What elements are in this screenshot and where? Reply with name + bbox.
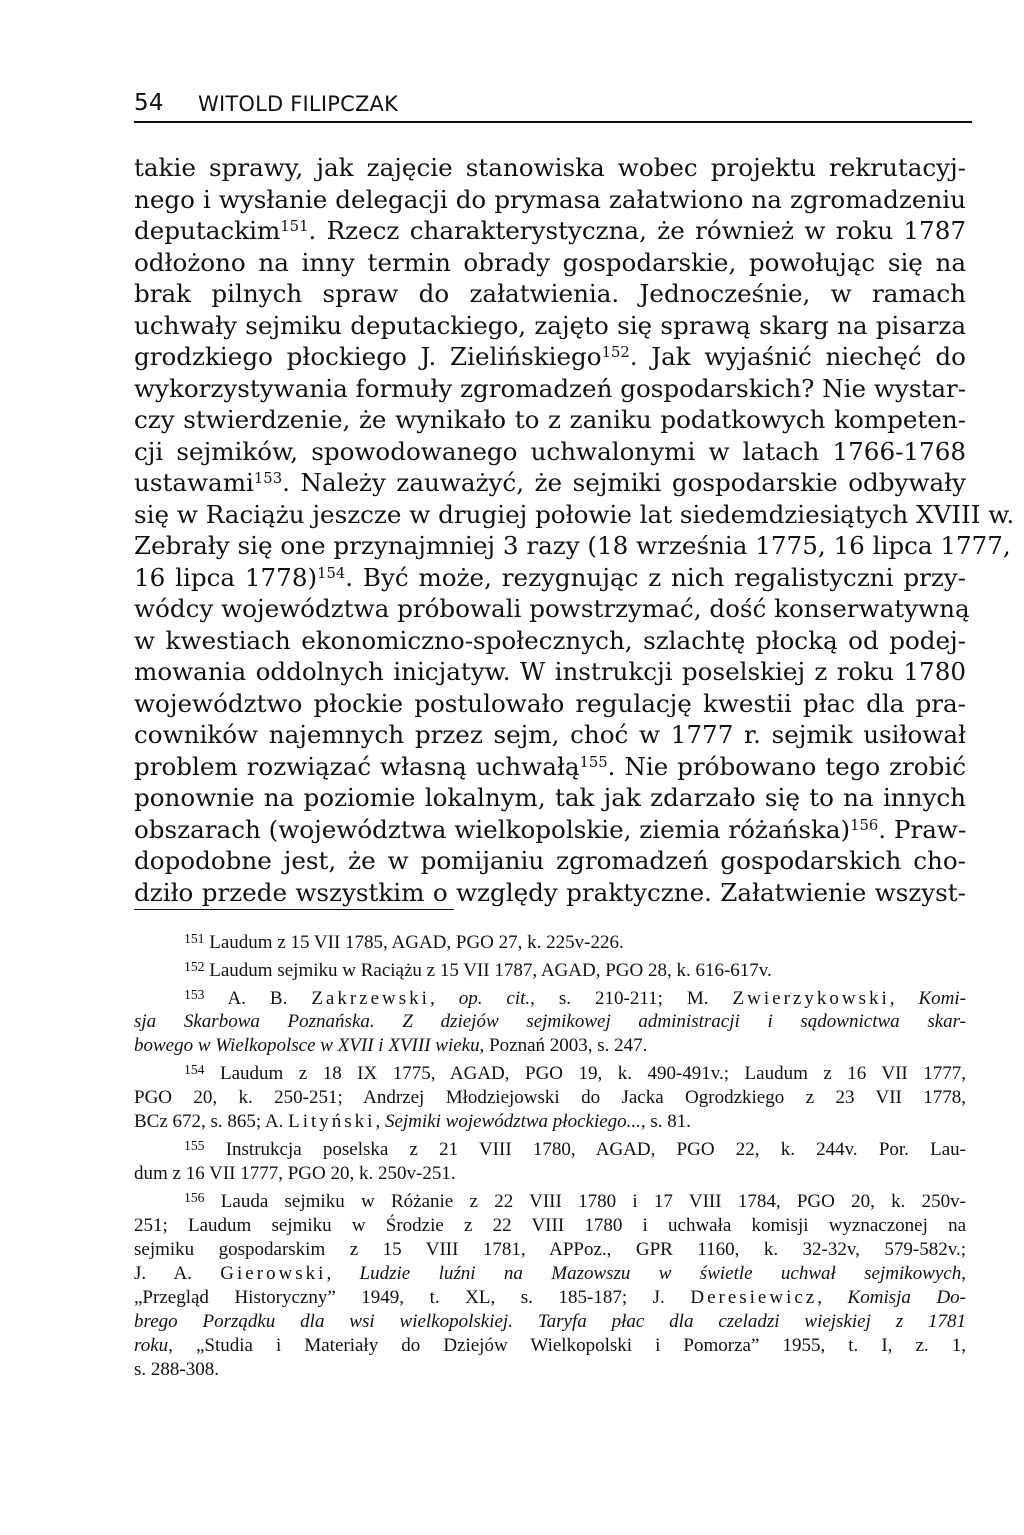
text-line: województwo płockie postulowało regulację kwestii płac dla pra- [134,688,966,718]
text-line: ponownie na poziomie lokalnym, tak jak zdarzało się to na innych [134,783,966,812]
text-line: odłożono na inny termin obrady gospodarskie, powołując się na [134,247,966,277]
footnote-ref-156[interactable]: 156 [850,816,879,834]
text-line: uchwały sejmiku deputackiego, zajęto się sprawą skarg na pisarza [134,310,966,340]
footnote-ref-151[interactable]: 151 [280,217,309,235]
text-line: obszarach (województwa wielkopolskie, ziemia różańska)$^{156}$. Praw- [134,814,967,844]
text-line: wykorzystywania formuły zgromadzeń gospodarskich? Nie wystar- [134,373,967,403]
footnote-ref-154[interactable]: 154 [317,564,346,582]
text-line: dopodobne jest, że w pomijaniu zgromadzeń gospodarskich cho- [134,846,966,875]
text-line: brak pilnych spraw do załatwienia. Jednocześnie, w ramach [134,279,966,308]
text-line: cowników najemnych przez sejm, choć w 1777 r. sejmik usiłował [134,720,966,749]
footnote-155: $^{155}$ Instrukcja poselska z 21 VIII 1780, AGAD, PGO 22, k. 244v. Por. Lau- dum z 16 VII 1777, PGO 20, k. 250v-251. [134,1138,966,1184]
footnote-ref-155[interactable]: 155 [579,753,608,771]
footnotes [134,927,966,1382]
main-text [134,152,1015,908]
text-line: 16 lipca 1778)$^{154}$. Być może, rezygnując z nich regalistyczni przy- [134,562,966,592]
text-line: dziło przede wszystkim o względy praktyczne. Załatwienie wszyst- [134,877,966,907]
footnote-separator [134,909,454,910]
text-line: w kwestiach ekonomiczno-społecznych, szlachtę płocką od podej- [134,625,966,655]
text-line: ustawami$^{153}$. Należy zauważyć, że sejmiki gospodarskie odbywały [134,468,966,497]
footnote-153: $^{153}$ A. B. Zakrzewski, op. cit., s. 210-211; M. Zwierzykowski, Komi- sja Skarbowa Poznańska. Z dziejów sejmikowej administracji i sądownictwa skar- bowego w Wielkopolsce w XVII i XVIII wieku, Poznań 2003, s. 247. [134,986,966,1057]
text-line: problem rozwiązać własną uchwałą$^{155}$. Nie próbowano tego zrobić [134,751,966,781]
footnote-156: $^{156}$ Lauda sejmiku w Różanie z 22 VIII 1780 i 17 VIII 1784, PGO 20, k. 250v- 251; Laudum sejmiku w Środzie z 22 VIII 1780 i uchwała komisji wyznaczonej na sejmiku gospodarskim z 15 VIII 1781, APPoz., GPR 1160, k. 32-32v, 579-582v.; J. A. Gierowski, Ludzie luźni na Mazowszu w świetle uchwał sejmikowych, „Przegląd Historyczny” 1949, t. XL, s. 185-187; J. Deresiewicz, Komisja Do- brego Porządku dla wsi wielkopolskiej. Taryfa płac dla czeladzi wiejskiej z 1781 roku, „Studia i Materiały do Dziejów Wielkopolski i Pomorza” 1955, t. I, z. 1, s. 288-308. [134,1189,966,1380]
text-line: grodzkiego płockiego J. Zielińskiego$^{152}$. Jak wyjaśnić niechęć do [134,342,966,371]
header-rule [134,121,972,123]
running-header-author: WITOLD FILIPCZAK [198,92,399,116]
footnote-152: $^{152}$ Laudum sejmiku w Raciążu z 15 VII 1787, AGAD, PGO 28, k. 616-617v. [184,958,772,981]
text-line: wódcy województwa próbowali powstrzymać, dość konserwatywną [134,594,970,623]
text-line: mowania oddolnych inicjatyw. W instrukcji poselskiej z roku 1780 [134,657,966,686]
text-line: Zebrały się one przynajmniej 3 razy (18 września 1775, 16 lipca 1777, [134,531,1011,560]
running-header [134,90,972,120]
page-number: 54 [134,90,164,116]
footnote-154: $^{154}$ Laudum z 18 IX 1775, AGAD, PGO 19, k. 490-491v.; Laudum z 16 VII 1777, PGO 20, k. 250-251; Andrzej Młodziejowski do Jacka Ogrodzkiego z 23 VII 1778, BCz 672, s. 865; A. Lityński, Sejmiki województwa płockiego..., s. 81. [134,1062,966,1133]
footnote-ref-152[interactable]: 152 [601,343,630,361]
text-line: takie sprawy, jak zajęcie stanowiska wobec projektu rekrutacyj- [134,153,966,182]
text-line: czy stwierdzenie, że wynikało to z zaniku podatkowych kompeten- [134,405,966,434]
text-line: nego i wysłanie delegacji do prymasa załatwiono na zgromadzeniu [134,184,966,214]
text-line: się w Raciążu jeszcze w drugiej połowie lat siedemdziesiątych XVIII w. [134,499,1015,529]
footnote-ref-153[interactable]: 153 [253,469,283,487]
text-line: deputackim$^{151}$. Rzecz charakterystyczna, że również w roku 1787 [134,216,966,245]
text-line: cji sejmików, spowodowanego uchwalonymi w latach 1766-1768 [134,436,966,466]
footnote-151: $^{151}$ Laudum z 15 VII 1785, AGAD, PGO 27, k. 225v-226. [184,931,624,953]
